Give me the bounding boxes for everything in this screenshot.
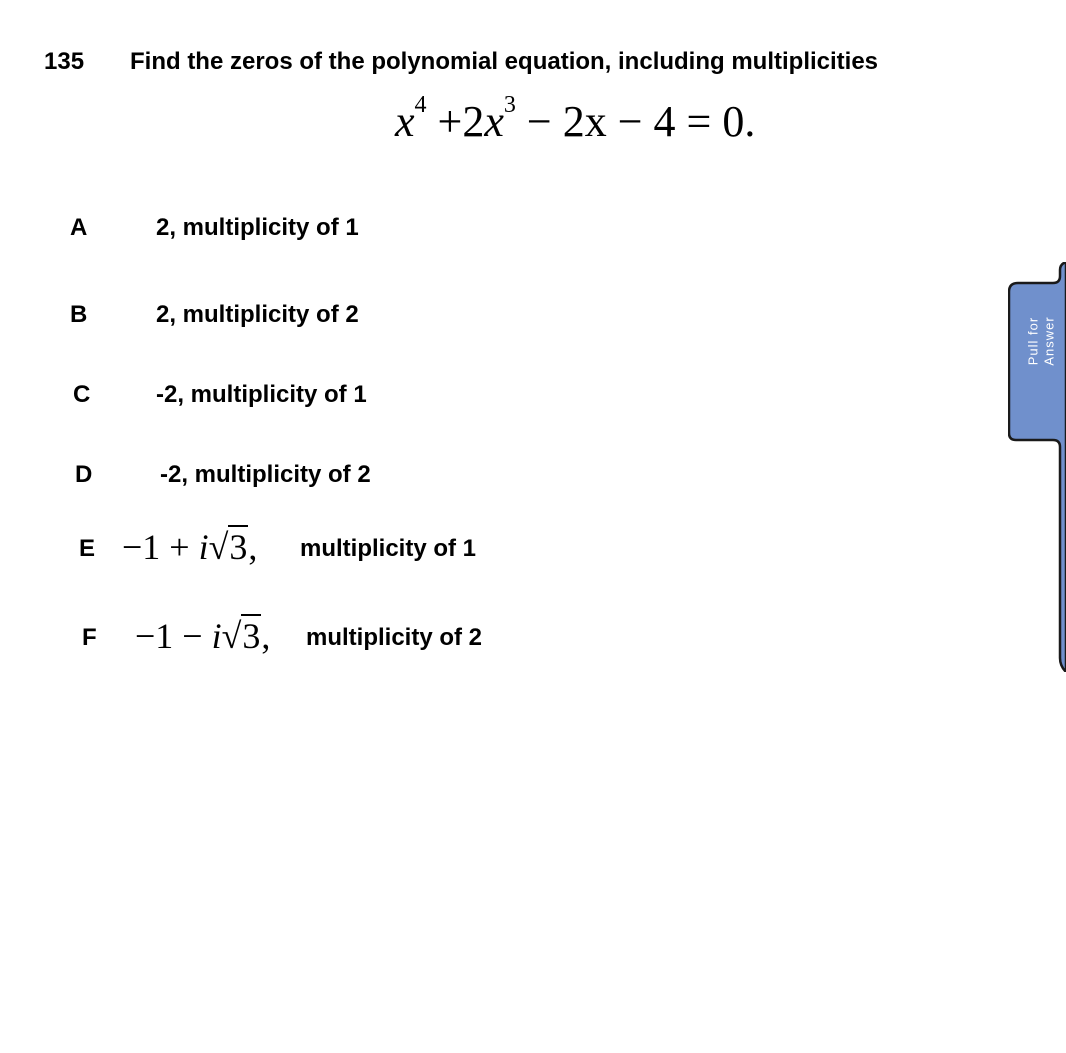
option-a-letter[interactable]: A <box>70 214 88 241</box>
option-d-letter[interactable]: D <box>75 461 93 488</box>
question-text: Find the zeros of the polynomial equation, including multiplicities <box>130 48 879 75</box>
question-number: 135 <box>44 48 85 75</box>
sqrt-symbol: √3 <box>221 616 261 656</box>
sqrt-symbol: √3 <box>208 527 248 567</box>
math-prefix: −1 + <box>122 527 199 567</box>
pull-tab-label[interactable] <box>1018 296 1066 386</box>
imaginary-unit: i <box>211 616 222 656</box>
polynomial-equation <box>395 92 755 156</box>
pull-tab-line2: Answer <box>1042 316 1058 366</box>
equation-exponent: 3 <box>503 92 516 118</box>
option-f-letter[interactable]: F <box>82 624 97 651</box>
equation-variable: x <box>484 97 504 146</box>
option-f-text[interactable]: multiplicity of 2 <box>306 624 483 651</box>
option-a-text[interactable]: 2, multiplicity of 1 <box>156 214 359 241</box>
equation-variable: x <box>395 97 415 146</box>
option-b-letter[interactable]: B <box>70 301 88 328</box>
equation-exponent: 4 <box>414 92 427 118</box>
option-c-text[interactable]: -2, multiplicity of 1 <box>156 381 367 408</box>
radicand: 3 <box>242 616 261 656</box>
math-suffix: , <box>261 616 271 656</box>
option-e-math[interactable] <box>122 526 257 568</box>
imaginary-unit: i <box>198 527 209 567</box>
option-e-letter[interactable]: E <box>79 535 96 562</box>
math-prefix: −1 − <box>135 616 212 656</box>
option-c-letter[interactable]: C <box>73 381 91 408</box>
equation-term: +2 <box>437 97 485 146</box>
equation-rest: − 2x − 4 = 0. <box>526 97 756 146</box>
option-e-text[interactable]: multiplicity of 1 <box>300 535 477 562</box>
math-suffix: , <box>248 527 258 567</box>
option-f-math[interactable] <box>135 615 270 657</box>
pull-tab-line1: Pull for <box>1026 316 1042 366</box>
option-b-text[interactable]: 2, multiplicity of 2 <box>156 301 359 328</box>
option-d-text[interactable]: -2, multiplicity of 2 <box>160 461 371 488</box>
radicand: 3 <box>229 527 248 567</box>
